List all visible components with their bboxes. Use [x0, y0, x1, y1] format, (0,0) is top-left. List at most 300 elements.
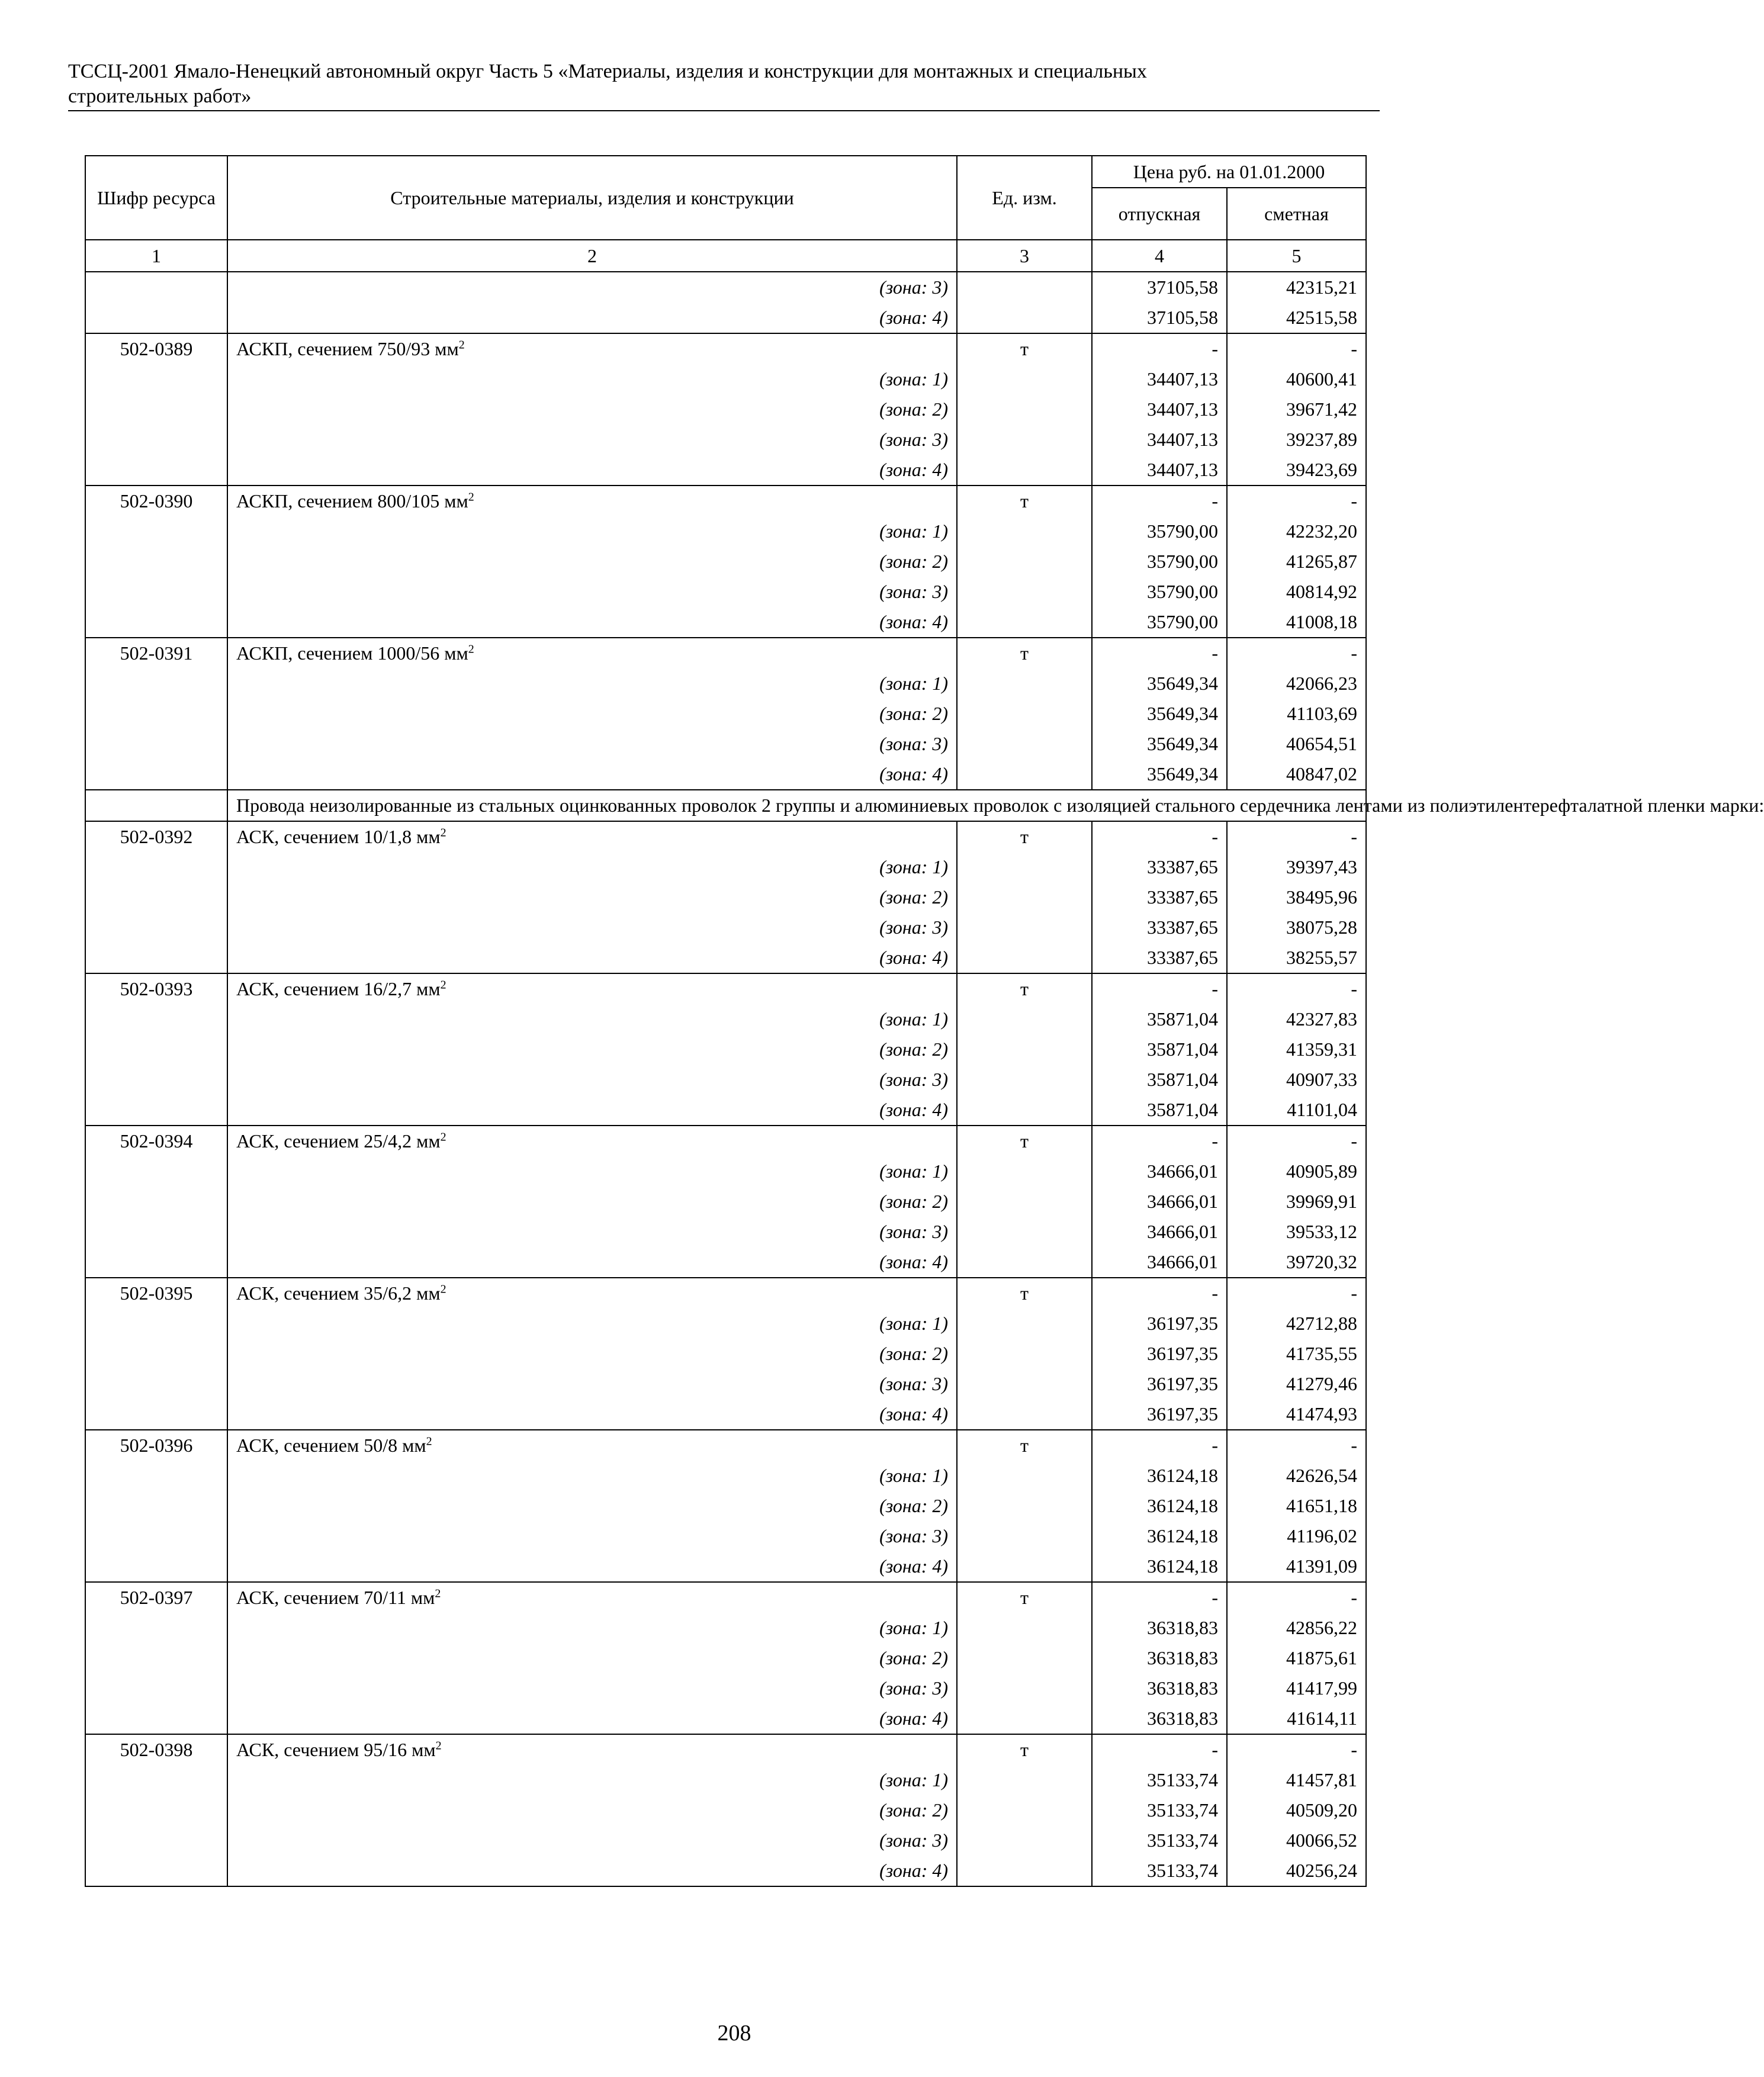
table-row [85, 1187, 1366, 1217]
code-cell [85, 1247, 227, 1278]
release-price: 34407,13 [1092, 425, 1227, 455]
release-price: 35871,04 [1092, 1004, 1227, 1034]
estimate-price: 40509,20 [1227, 1795, 1366, 1825]
table-row [85, 1491, 1366, 1521]
unit-cell [957, 1551, 1092, 1582]
table-row [85, 882, 1366, 912]
estimate-price: 41651,18 [1227, 1491, 1366, 1521]
estimate-price: 39533,12 [1227, 1217, 1366, 1247]
unit: т [957, 973, 1092, 1004]
table-row [85, 455, 1366, 486]
material-name-text: АСК, сечением 16/2,7 мм [236, 978, 441, 999]
price-table [85, 155, 1764, 1887]
zone-label: (зона: 1) [227, 1461, 957, 1491]
zone-label: (зона: 1) [227, 1765, 957, 1795]
column-number: 4 [1092, 240, 1227, 272]
zone-label: (зона: 3) [227, 1521, 957, 1551]
release-price: - [1092, 1582, 1227, 1613]
unit: т [957, 1582, 1092, 1613]
estimate-price: 42712,88 [1227, 1308, 1366, 1339]
material-name-text: АСК, сечением 35/6,2 мм [236, 1282, 441, 1304]
release-price: - [1092, 821, 1227, 852]
code-cell [85, 1765, 227, 1795]
estimate-price: 40066,52 [1227, 1825, 1366, 1856]
unit-cell [957, 1856, 1092, 1886]
release-price: 37105,58 [1092, 272, 1227, 303]
release-price: 36124,18 [1092, 1521, 1227, 1551]
release-price: 35133,74 [1092, 1765, 1227, 1795]
unit-cell [957, 1339, 1092, 1369]
table-row [85, 303, 1366, 333]
release-price: - [1092, 486, 1227, 516]
resource-code: 502-0395 [85, 1278, 227, 1308]
table-row [85, 1065, 1366, 1095]
material-name [227, 486, 957, 516]
estimate-price: - [1227, 638, 1366, 668]
unit-cell [957, 1673, 1092, 1703]
zone-label: (зона: 1) [227, 516, 957, 546]
release-price: 35871,04 [1092, 1095, 1227, 1126]
table-row [85, 912, 1366, 943]
unit-cell [957, 1034, 1092, 1065]
column-number: 1 [85, 240, 227, 272]
code-cell [85, 1673, 227, 1703]
estimate-price: 40814,92 [1227, 577, 1366, 607]
unit: т [957, 486, 1092, 516]
unit-cell [957, 882, 1092, 912]
release-price: - [1092, 1734, 1227, 1765]
release-price: 36197,35 [1092, 1399, 1227, 1430]
unit-superscript: 2 [468, 642, 474, 656]
zone-label: (зона: 4) [227, 759, 957, 790]
code-cell [85, 1217, 227, 1247]
release-price: 35790,00 [1092, 516, 1227, 546]
header-line-2: строительных работ» [68, 85, 252, 107]
resource-code: 502-0391 [85, 638, 227, 668]
zone-label: (зона: 3) [227, 1369, 957, 1399]
zone-label: (зона: 1) [227, 1156, 957, 1187]
table-row [85, 333, 1366, 364]
unit-cell [957, 1521, 1092, 1551]
code-cell [85, 1065, 227, 1095]
release-price: 34666,01 [1092, 1217, 1227, 1247]
release-price: 35790,00 [1092, 607, 1227, 638]
code-cell [85, 1187, 227, 1217]
estimate-price: 40256,24 [1227, 1856, 1366, 1886]
table-row [85, 1430, 1366, 1461]
table-row [85, 394, 1366, 425]
material-name [227, 1734, 957, 1765]
estimate-price: 40600,41 [1227, 364, 1366, 394]
estimate-price: 41457,81 [1227, 1765, 1366, 1795]
estimate-price: 40905,89 [1227, 1156, 1366, 1187]
code-cell [85, 943, 227, 973]
header-price-group: Цена руб. на 01.01.2000 [1092, 156, 1366, 188]
unit: т [957, 638, 1092, 668]
code-cell [85, 882, 227, 912]
unit-cell [957, 1095, 1092, 1126]
resource-code: 502-0392 [85, 821, 227, 852]
table-row [85, 1034, 1366, 1065]
table-row [85, 759, 1366, 790]
unit-superscript: 2 [435, 1739, 442, 1753]
estimate-price: - [1227, 1430, 1366, 1461]
estimate-price: 41474,93 [1227, 1399, 1366, 1430]
page-number: 208 [717, 2021, 751, 2046]
release-price: - [1092, 1430, 1227, 1461]
code-cell [85, 1461, 227, 1491]
table-row [85, 638, 1366, 668]
unit-cell [957, 364, 1092, 394]
zone-label: (зона: 2) [227, 699, 957, 729]
estimate-price: 41008,18 [1227, 607, 1366, 638]
release-price: 35649,34 [1092, 729, 1227, 759]
code-cell [85, 303, 227, 333]
estimate-price: 41735,55 [1227, 1339, 1366, 1369]
unit-cell [957, 577, 1092, 607]
code-cell [85, 455, 227, 486]
release-price: 35649,34 [1092, 668, 1227, 699]
resource-code: 502-0394 [85, 1126, 227, 1156]
code-cell [85, 1551, 227, 1582]
estimate-price: 38255,57 [1227, 943, 1366, 973]
section-title: Провода неизолированные из стальных оцинкованных проволок 2 группы и алюминиевых проволок с изоляцией стального сердечника лентами из полиэтилентерефталатной пленки марки: [227, 790, 1366, 821]
release-price: 33387,65 [1092, 882, 1227, 912]
zone-label: (зона: 4) [227, 303, 957, 333]
code-cell [85, 364, 227, 394]
estimate-price: - [1227, 973, 1366, 1004]
unit-cell [957, 1065, 1092, 1095]
code-cell [85, 1521, 227, 1551]
release-price: 36318,83 [1092, 1673, 1227, 1703]
unit-cell [957, 1643, 1092, 1673]
zone-label: (зона: 2) [227, 1339, 957, 1369]
estimate-price: 40654,51 [1227, 729, 1366, 759]
material-name [227, 1582, 957, 1613]
table-row [85, 852, 1366, 882]
zone-label: (зона: 3) [227, 425, 957, 455]
unit-superscript: 2 [468, 490, 474, 504]
code-cell [85, 1856, 227, 1886]
zone-label: (зона: 3) [227, 577, 957, 607]
code-cell [85, 668, 227, 699]
release-price: 36318,83 [1092, 1703, 1227, 1734]
estimate-price: 39237,89 [1227, 425, 1366, 455]
release-price: 36124,18 [1092, 1551, 1227, 1582]
unit-cell [957, 1004, 1092, 1034]
zone-label: (зона: 4) [227, 1247, 957, 1278]
code-cell [85, 1369, 227, 1399]
material-name [227, 638, 957, 668]
unit-cell [957, 668, 1092, 699]
zone-label: (зона: 4) [227, 1399, 957, 1430]
unit: т [957, 1734, 1092, 1765]
material-name-text: АСК, сечением 70/11 мм [236, 1587, 435, 1608]
unit-superscript: 2 [440, 1130, 446, 1144]
code-cell [85, 1795, 227, 1825]
release-price: 34666,01 [1092, 1187, 1227, 1217]
unit-cell [957, 1369, 1092, 1399]
unit-cell [957, 1461, 1092, 1491]
release-price: 35133,74 [1092, 1795, 1227, 1825]
estimate-price: - [1227, 1126, 1366, 1156]
section-row [85, 790, 1366, 821]
material-name [227, 1278, 957, 1308]
table-row [85, 1582, 1366, 1613]
unit-superscript: 2 [458, 338, 465, 352]
code-cell [85, 1491, 227, 1521]
estimate-price: - [1227, 821, 1366, 852]
page-header [68, 59, 1377, 109]
zone-label: (зона: 2) [227, 882, 957, 912]
material-name [227, 1126, 957, 1156]
estimate-price: 41391,09 [1227, 1551, 1366, 1582]
code-cell [85, 699, 227, 729]
release-price: 33387,65 [1092, 912, 1227, 943]
zone-label: (зона: 3) [227, 912, 957, 943]
resource-code: 502-0390 [85, 486, 227, 516]
estimate-price: 42515,58 [1227, 303, 1366, 333]
column-number: 5 [1227, 240, 1366, 272]
release-price: 35790,00 [1092, 577, 1227, 607]
estimate-price: 41101,04 [1227, 1095, 1366, 1126]
release-price: - [1092, 333, 1227, 364]
unit-cell [957, 852, 1092, 882]
unit-cell [957, 1156, 1092, 1187]
unit-superscript: 2 [440, 826, 446, 840]
table-row [85, 1825, 1366, 1856]
code-cell [85, 577, 227, 607]
unit-cell [957, 272, 1092, 303]
column-number: 2 [227, 240, 957, 272]
zone-label: (зона: 3) [227, 1217, 957, 1247]
estimate-price: - [1227, 486, 1366, 516]
release-price: 35871,04 [1092, 1034, 1227, 1065]
table-body [85, 272, 1764, 1886]
table-row [85, 1551, 1366, 1582]
zone-label: (зона: 4) [227, 607, 957, 638]
table-row [85, 1703, 1366, 1734]
code-cell [85, 852, 227, 882]
unit: т [957, 333, 1092, 364]
code-cell [85, 1308, 227, 1339]
zone-label: (зона: 2) [227, 1643, 957, 1673]
unit-cell [957, 303, 1092, 333]
zone-label: (зона: 4) [227, 943, 957, 973]
code-cell [85, 1643, 227, 1673]
table-row [85, 425, 1366, 455]
release-price: - [1092, 1278, 1227, 1308]
release-price: 36197,35 [1092, 1369, 1227, 1399]
estimate-price: 40907,33 [1227, 1065, 1366, 1095]
estimate-price: 38075,28 [1227, 912, 1366, 943]
release-price: 35133,74 [1092, 1825, 1227, 1856]
release-price: 34666,01 [1092, 1247, 1227, 1278]
estimate-price: - [1227, 1734, 1366, 1765]
table-row [85, 1156, 1366, 1187]
material-name [227, 333, 957, 364]
table-row [85, 1217, 1366, 1247]
table-row [85, 1126, 1366, 1156]
estimate-price: 41265,87 [1227, 546, 1366, 577]
estimate-price: - [1227, 1278, 1366, 1308]
header-name: Строительные материалы, изделия и конструкции [227, 156, 957, 240]
code-cell [85, 1004, 227, 1034]
estimate-price: 39423,69 [1227, 455, 1366, 486]
unit-cell [957, 1247, 1092, 1278]
release-price: 33387,65 [1092, 852, 1227, 882]
zone-label: (зона: 1) [227, 1308, 957, 1339]
release-price: 34407,13 [1092, 455, 1227, 486]
code-cell [85, 546, 227, 577]
estimate-price: 41417,99 [1227, 1673, 1366, 1703]
unit-cell [957, 425, 1092, 455]
table-row [85, 1369, 1366, 1399]
code-cell [85, 790, 227, 821]
release-price: 36197,35 [1092, 1339, 1227, 1369]
table-row [85, 1004, 1366, 1034]
estimate-price: - [1227, 333, 1366, 364]
material-name [227, 1430, 957, 1461]
zone-label: (зона: 4) [227, 1856, 957, 1886]
header-line-1: ТССЦ-2001 Ямало-Ненецкий автономный округ Часть 5 «Материалы, изделия и конструкции для монтажных и специальных [68, 60, 1147, 82]
zone-label: (зона: 1) [227, 364, 957, 394]
release-price: 36318,83 [1092, 1643, 1227, 1673]
table-row [85, 821, 1366, 852]
zone-label: (зона: 2) [227, 1795, 957, 1825]
table-row [85, 1308, 1366, 1339]
estimate-price: 41875,61 [1227, 1643, 1366, 1673]
unit-superscript: 2 [440, 1282, 446, 1296]
unit-cell [957, 1703, 1092, 1734]
release-price: - [1092, 973, 1227, 1004]
table-row [85, 1461, 1366, 1491]
material-name [227, 973, 957, 1004]
unit-cell [957, 759, 1092, 790]
release-price: 35133,74 [1092, 1856, 1227, 1886]
zone-label: (зона: 3) [227, 729, 957, 759]
code-cell [85, 912, 227, 943]
code-cell [85, 1339, 227, 1369]
zone-label: (зона: 3) [227, 1065, 957, 1095]
zone-label: (зона: 2) [227, 1187, 957, 1217]
unit-cell [957, 943, 1092, 973]
table-row [85, 1795, 1366, 1825]
zone-label: (зона: 1) [227, 1613, 957, 1643]
unit-cell [957, 1187, 1092, 1217]
material-name-text: АСК, сечением 25/4,2 мм [236, 1130, 441, 1152]
table-row [85, 668, 1366, 699]
release-price: 36318,83 [1092, 1613, 1227, 1643]
estimate-price: 39720,32 [1227, 1247, 1366, 1278]
release-price: 35649,34 [1092, 759, 1227, 790]
code-cell [85, 729, 227, 759]
unit: т [957, 1126, 1092, 1156]
code-cell [85, 759, 227, 790]
release-price: 33387,65 [1092, 943, 1227, 973]
header-code: Шифр ресурса [85, 156, 227, 240]
code-cell [85, 394, 227, 425]
code-cell [85, 516, 227, 546]
table-row [85, 1765, 1366, 1795]
zone-label: (зона: 2) [227, 1034, 957, 1065]
unit-superscript: 2 [440, 978, 446, 992]
estimate-price: 39671,42 [1227, 394, 1366, 425]
table-row [85, 699, 1366, 729]
table-row [85, 1247, 1366, 1278]
resource-code: 502-0396 [85, 1430, 227, 1461]
release-price: 36197,35 [1092, 1308, 1227, 1339]
unit: т [957, 821, 1092, 852]
estimate-price: 42232,20 [1227, 516, 1366, 546]
unit-cell [957, 546, 1092, 577]
material-name-text: АСК, сечением 95/16 мм [236, 1739, 436, 1760]
unit-cell [957, 516, 1092, 546]
estimate-price: 41103,69 [1227, 699, 1366, 729]
zone-label: (зона: 3) [227, 1825, 957, 1856]
table-row [85, 1278, 1366, 1308]
table-row [85, 1673, 1366, 1703]
code-cell [85, 1156, 227, 1187]
unit-cell [957, 1308, 1092, 1339]
table-row [85, 729, 1366, 759]
table-row [85, 1856, 1366, 1886]
column-number: 3 [957, 240, 1092, 272]
table-row [85, 546, 1366, 577]
material-name-text: АСК, сечением 10/1,8 мм [236, 826, 441, 847]
unit-superscript: 2 [426, 1435, 432, 1448]
table-row [85, 364, 1366, 394]
zone-label: (зона: 1) [227, 668, 957, 699]
estimate-price: 39969,91 [1227, 1187, 1366, 1217]
release-price: 34666,01 [1092, 1156, 1227, 1187]
release-price: 36124,18 [1092, 1491, 1227, 1521]
table-row [85, 272, 1366, 303]
release-price: - [1092, 638, 1227, 668]
code-cell [85, 1703, 227, 1734]
code-cell [85, 1034, 227, 1065]
table-row [85, 516, 1366, 546]
code-cell [85, 1095, 227, 1126]
unit-cell [957, 1613, 1092, 1643]
table-row [85, 1613, 1366, 1643]
unit-cell [957, 1491, 1092, 1521]
unit-cell [957, 1217, 1092, 1247]
estimate-price: 41614,11 [1227, 1703, 1366, 1734]
estimate-price: 42315,21 [1227, 272, 1366, 303]
table-row [85, 607, 1366, 638]
table-head [85, 156, 1366, 272]
unit-cell [957, 394, 1092, 425]
release-price: 34407,13 [1092, 394, 1227, 425]
estimate-price: - [1227, 1582, 1366, 1613]
table-row [85, 973, 1366, 1004]
header-release: отпускная [1092, 188, 1227, 240]
zone-label: (зона: 4) [227, 1551, 957, 1582]
header-rule [68, 110, 1380, 111]
table-row [85, 577, 1366, 607]
code-cell [85, 1825, 227, 1856]
release-price: 37105,58 [1092, 303, 1227, 333]
header-estimate: сметная [1227, 188, 1366, 240]
release-price: 35790,00 [1092, 546, 1227, 577]
zone-label: (зона: 2) [227, 546, 957, 577]
unit-cell [957, 1765, 1092, 1795]
code-cell [85, 1399, 227, 1430]
estimate-price: 42066,23 [1227, 668, 1366, 699]
material-name-text: АСК, сечением 50/8 мм [236, 1435, 426, 1456]
zone-label: (зона: 4) [227, 455, 957, 486]
